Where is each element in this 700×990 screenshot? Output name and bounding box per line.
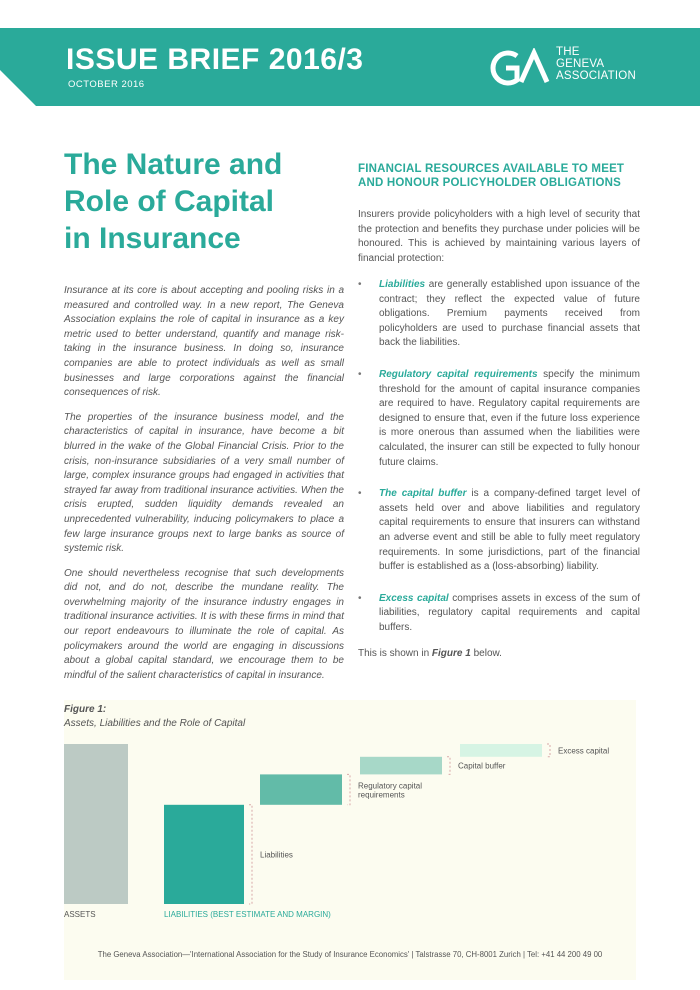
label-regulatory-capital-1: Regulatory capital [358, 781, 423, 791]
bar-capital-buffer [360, 757, 442, 775]
bar-assets [64, 744, 128, 904]
title-line: in Insurance [64, 222, 241, 255]
figure-reference [358, 648, 502, 659]
figure-title: Figure 1: [64, 704, 107, 715]
intro-text [64, 284, 344, 693]
logo-line: ASSOCIATION [556, 70, 636, 82]
title-line: Role of Capital [64, 185, 275, 218]
intro-paragraph: Insurance at its core is about accepting and pooling risks in a measured and controlled way. In a new report, The Geneva Association explains the role of capital in insurance as a key metric used to better understand, quantify and manage risk-taking in the insurance business. In doing so, insurance companies are able to protect individuals as well as small businesses and large corporations against the financial consequences of risk. [64, 285, 344, 399]
bullet-icon: • [358, 368, 362, 380]
bullet-icon: • [358, 279, 362, 290]
geneva-association-logo-icon [484, 48, 550, 88]
section-heading [358, 162, 648, 190]
list-item [358, 592, 640, 636]
bar-regulatory-capital [260, 774, 342, 804]
issue-date: OCTOBER 2016 [68, 79, 145, 90]
logo-line: THE [556, 46, 580, 58]
bracket-regulatory-capital [347, 774, 350, 804]
label-liabilities-axis: LIABILITIES (BEST ESTIMATE AND MARGIN) [164, 910, 331, 919]
bullet-text: specify the minimum threshold for the amount of capital insurance companies are required to have. Regulatory capital requirements are designed to ensure that, even if the future loss experience is more onerous than assumed when the liabilities were calculated, the insurer can still be expected to fully honour future claims. [379, 368, 640, 468]
figure-reference-link: Figure 1 [431, 648, 471, 659]
bullet-text: comprises assets in excess of the sum of liabilities, regulatory capital requirements and capital buffers. [379, 592, 641, 633]
term-excess-capital: Excess capital [379, 592, 449, 604]
bar-liabilities [164, 805, 244, 904]
term-capital-buffer: The capital buffer [379, 488, 467, 500]
list-item [358, 487, 640, 575]
footer: The Geneva Association—'International Association for the Study of Insurance Economics' | Talstrasse 70, CH-8001 Zurich | Tel: +41 44 200 49 00 [97, 950, 603, 959]
figure-reference-suffix: below. [470, 648, 502, 659]
term-regulatory-capital: Regulatory capital requirements [379, 368, 538, 380]
list-item [358, 368, 640, 470]
section-lead: Insurers provide policyholders with a high level of security that the protection and benefits they purchase under policies will be honoured. This is achieved by maintaining various layers of financial protection: [358, 209, 640, 264]
bullet-icon: • [358, 592, 362, 604]
figure-reference-prefix: This is shown in [358, 648, 432, 659]
logo-line: GENEVA [556, 58, 605, 70]
bracket-liabilities [249, 805, 252, 904]
term-liabilities: Liabilities [379, 279, 426, 290]
label-capital-buffer: Capital buffer [458, 761, 506, 771]
title-line: The Nature and [64, 148, 283, 181]
intro-paragraph: The properties of the insurance business model, and the characteristics of capital in insurance, have become a bit blurred in the wake of the Global Financial Crisis. Prior to the crisis, non-insurance subsidiaries of a very small number of large, complex insurance groups had engaged in activities that strayed far away from traditional insurance activities. When the crisis erupted, sudden liquidity demands revealed an unprecedented vulnerability, inducing policymakers to place a few large insurance groups next to large banks as source of systemic risk. [64, 411, 344, 555]
label-assets: ASSETS [64, 910, 96, 919]
bar-excess-capital [460, 744, 542, 757]
section-heading-line: AND HONOUR POLICYHOLDER OBLIGATIONS [358, 177, 621, 189]
bracket-excess-capital [547, 744, 550, 757]
section-heading-line: FINANCIAL RESOURCES AVAILABLE TO MEET [358, 163, 625, 175]
figure-panel [64, 700, 636, 980]
bullet-text: are generally established upon issuance of the contract; they reflect the expected value of future obligations. Premium payments received from policyholders are used to purchase financial assets that back the liabilities. [379, 279, 640, 349]
protection-layers-list [358, 278, 640, 652]
figure-caption: Assets, Liabilities and the Role of Capital [64, 718, 246, 729]
label-liabilities: Liabilities [260, 850, 293, 860]
bullet-text: is a company-defined target level of assets held over and above liabilities and regulatory capital requirements to ensure that insurers can withstand an adverse event and still be able to fully meet regulatory requirements. In some jurisdictions, part of the financial buffer is established as a (loss-absorbing) liability. [379, 488, 640, 573]
bullet-icon: • [358, 488, 362, 500]
list-item [358, 278, 640, 351]
capital-chart [64, 700, 636, 950]
logo-text [556, 46, 636, 82]
document-title [64, 146, 354, 257]
intro-paragraph: One should nevertheless recognise that such developments did not, and do not, describe the mundane reality. The overwhelming majority of the insurance industry engages in traditional insurance activities. It is with these firms in mind that our report endeavours to illuminate the role of capital. As policymakers around the world are engaging in discussions about a global capital standard, we encourage them to be mindful of the salient characteristics of capital in insurance. [64, 567, 344, 681]
label-excess-capital: Excess capital [558, 746, 610, 756]
issue-title: ISSUE BRIEF 2016/3 [66, 43, 364, 76]
label-regulatory-capital-2: requirements [358, 790, 405, 800]
bracket-capital-buffer [447, 757, 450, 775]
